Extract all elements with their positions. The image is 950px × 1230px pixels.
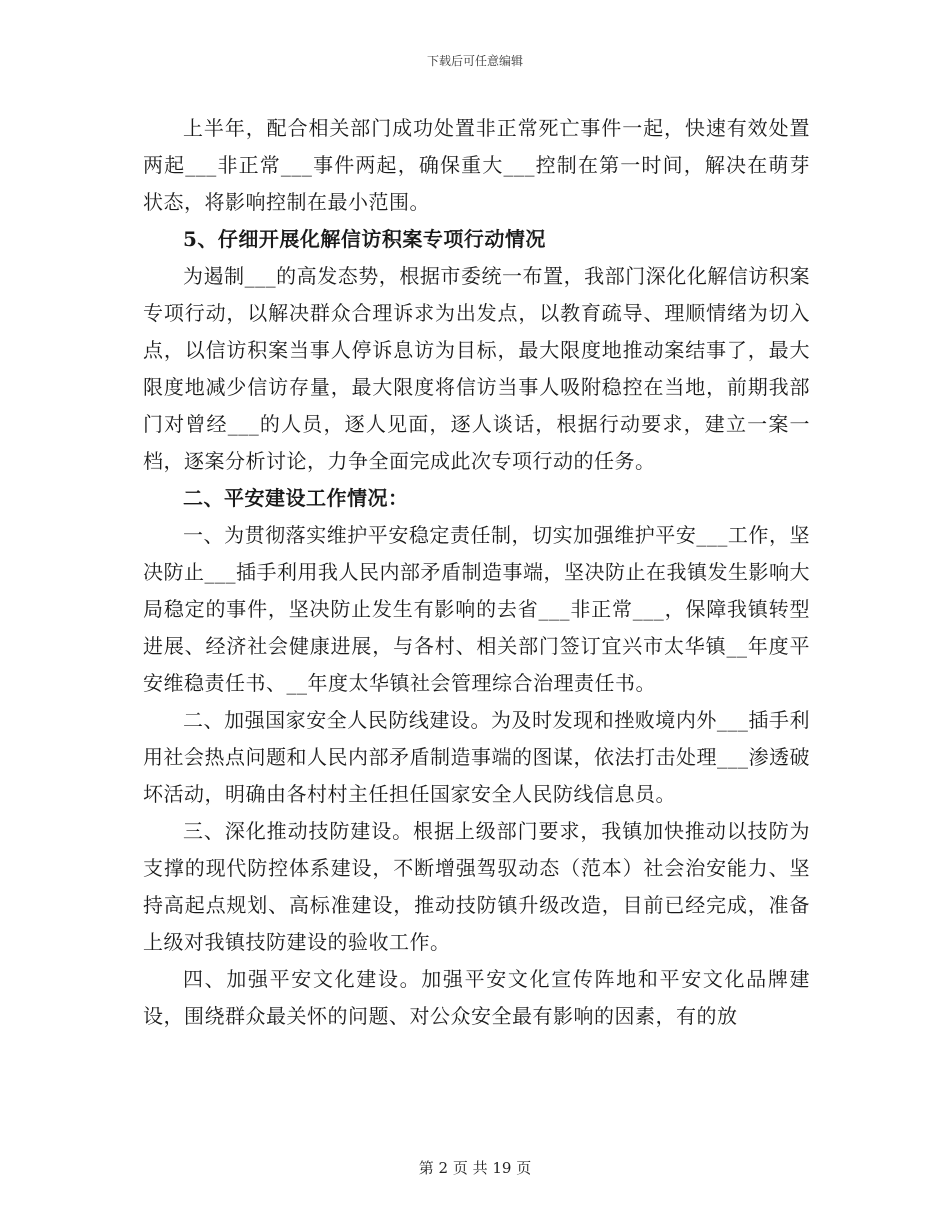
section-heading-safety-construction: 二、平安建设工作情况：	[183, 486, 409, 510]
page-number-footer: 第 2 页 共 19 页	[418, 1159, 532, 1177]
page-header: 下载后可任意编辑	[426, 54, 523, 68]
paragraph-tech-defense: 三、深化推动技防建设。根据上级部门要求，我镇加快推动以技防为支撑的现代防控体系建设，不断增强驾驭动态（范本）社会治安能力、坚持高起点规划、高标准建设，推动技防镇升级改造，目前已经完成，准备上级对我镇技防建设的验收工作。	[143, 819, 810, 954]
paragraph-responsibility-system: 一、为贯彻落实维护平安稳定责任制，切实加强维护平安___工作，坚决防止___插手利用我人民内部矛盾制造事端，坚决防止在我镇发生影响大局稳定的事件，坚决防止发生有影响的去省___非正常___，保障我镇转型进展、经济社会健康进展，与各村、相关部门签订宜兴市太华镇__年度平安维稳责任书、__年度太华镇社会管理综合治理责任书。	[143, 523, 810, 695]
paragraph-petition-cases: 为遏制___的高发态势，根据市委统一布置，我部门深化化解信访积案专项行动，以解决群众合理诉求为出发点，以教育疏导、理顺情绪为切入点，以信访积案当事人停诉息访为目标，最大限度地推动案结事了，最大限度地减少信访存量，最大限度将信访当事人吸附稳控在当地，前期我部门对曾经___的人员，逐人见面，逐人谈话，根据行动要求，建立一案一档，逐案分析讨论，力争全面完成此次专项行动的任务。	[143, 264, 810, 473]
document-body	[143, 110, 810, 1035]
paragraph-safety-culture: 四、加强平安文化建设。加强平安文化宣传阵地和平安文化品牌建设，围绕群众最关怀的问题、对公众安全最有影响的因素，有的放	[143, 967, 810, 1028]
paragraph-national-security: 二、加强国家安全人民防线建设。为及时发现和挫败境内外___插手利用社会热点问题和人民内部矛盾制造事端的图谋，依法打击处理___渗透破坏活动，明确由各村村主任担任国家安全人民防线信息员。	[143, 708, 810, 806]
section-heading-petition-cases: 5、仔细开展化解信访积案专项行动情况	[183, 227, 546, 251]
paragraph-incident-handling: 上半年，配合相关部门成功处置非正常死亡事件一起，快速有效处置两起___非正常___事件两起，确保重大___控制在第一时间，解决在萌芽状态，将影响控制在最小范围。	[143, 116, 810, 214]
